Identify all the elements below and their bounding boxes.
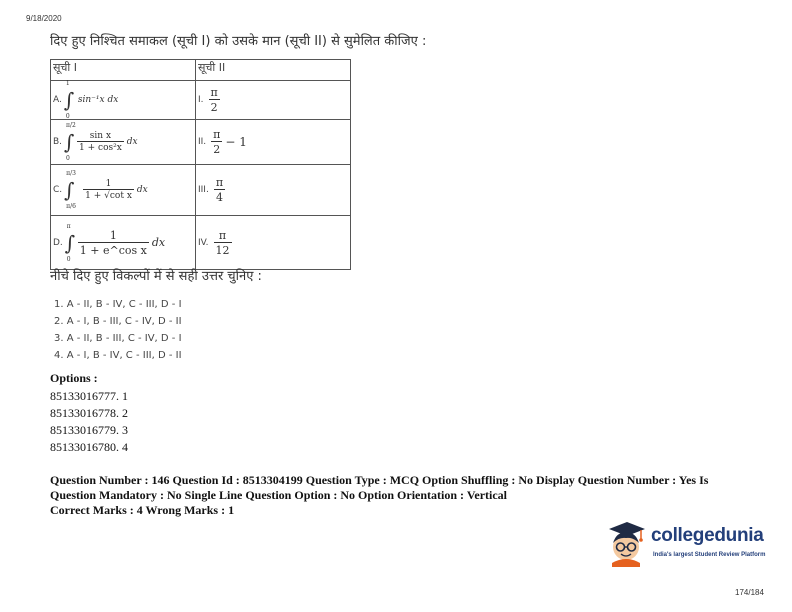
list-2-header: सूची II <box>196 60 351 81</box>
mascot-icon <box>603 519 649 567</box>
list-item: 3. A - II, B - III, C - IV, D - I <box>54 333 182 344</box>
list-item: 2. A - I, B - III, C - IV, D - II <box>54 316 182 327</box>
brand-name: collegedunia <box>651 525 764 546</box>
value-cell: II. $\frac{\pi}{2}$ − 1 <box>196 120 351 165</box>
question-metadata <box>50 473 750 518</box>
value-cell: I. $\frac{\pi}{2}$ <box>196 81 351 120</box>
integral-cell: D. π ∫ 0 $\frac{1}{\text{1 + e\textasciicircum{}cos x}}$ dx <box>51 216 196 270</box>
value-cell: IV. $\frac{\pi}{12}$ <box>196 216 351 270</box>
integrand-fraction: $\frac{1}{\text{1 + √cot x}}$ <box>85 179 132 201</box>
choose-prompt: नीचे दिए हुए विकल्पों में से सही उत्तर चुनिए : <box>50 269 262 284</box>
value-fraction: $\frac{\pi}{2}$ <box>210 86 218 114</box>
question-text: दिए हुए निश्चित समाकल (सूची I) को उसके मान (सूची II) से सुमेलित कीजिए : <box>50 34 427 49</box>
options-heading: Options : <box>50 371 98 385</box>
print-date: 9/18/2020 <box>26 14 62 23</box>
integral-cell: B. π/2 ∫ 0 $\frac{\text{sin x}}{\text{1 + cos²x}}$ dx <box>51 120 196 165</box>
brand-logo <box>603 519 773 569</box>
match-table <box>50 59 351 270</box>
value-fraction: $\frac{\pi}{4}$ <box>215 176 224 204</box>
brand-tagline: India's largest Student Review Platform <box>653 552 766 558</box>
integral-sign: π ∫ 0 <box>64 222 76 263</box>
list-item: 1. A - II, B - IV, C - III, D - I <box>54 299 182 310</box>
meta-line: Question Number : 146 Question Id : 8513304199 Question Type : MCQ Option Shuffling : No Display Question Number : Yes Is <box>50 473 709 487</box>
row-label: A. <box>53 95 62 105</box>
value-cell: III. $\frac{\pi}{4}$ <box>196 165 351 216</box>
integral-cell: C. π/3 ∫ π/6 $\frac{1}{\text{1 + √cot x}}$ dx <box>51 165 196 216</box>
integral-sign: π/3 ∫ π/6 <box>64 170 76 210</box>
value-fraction: $\frac{\pi}{2}$ <box>213 128 221 156</box>
integral-cell <box>51 81 196 120</box>
integrand-fraction: $\frac{\text{sin x}}{\text{1 + cos²x}}$ <box>79 131 122 153</box>
table-row <box>51 165 351 216</box>
list-item: 4. A - I, B - IV, C - III, D - II <box>54 350 182 361</box>
value-fraction: $\frac{\pi}{12}$ <box>215 228 230 257</box>
list-item: 85133016778. 2 <box>50 406 128 420</box>
integral-sign: π/2 ∫ 0 <box>64 122 76 162</box>
page-number: 174/184 <box>735 588 764 597</box>
table-row <box>51 216 351 270</box>
table-row <box>51 120 351 165</box>
integral-sign: 1 ∫ 0 <box>63 80 75 120</box>
answer-list <box>50 298 182 366</box>
list-1-header: सूची I <box>51 60 196 81</box>
option-id-list <box>50 388 128 456</box>
table-row <box>51 81 351 120</box>
list-item: 85133016779. 3 <box>50 423 128 437</box>
list-item: 85133016777. 1 <box>50 389 128 403</box>
meta-line: Question Mandatory : No Single Line Question Option : No Option Orientation : Vertical <box>50 488 508 502</box>
integrand-fraction: $\frac{1}{\text{1 + e\textasciicircum{}cos x}}$ <box>79 228 147 257</box>
list-item: 85133016780. 4 <box>50 440 128 454</box>
integrand: sin⁻¹x dx <box>77 95 119 105</box>
meta-line: Correct Marks : 4 Wrong Marks : 1 <box>50 503 235 517</box>
